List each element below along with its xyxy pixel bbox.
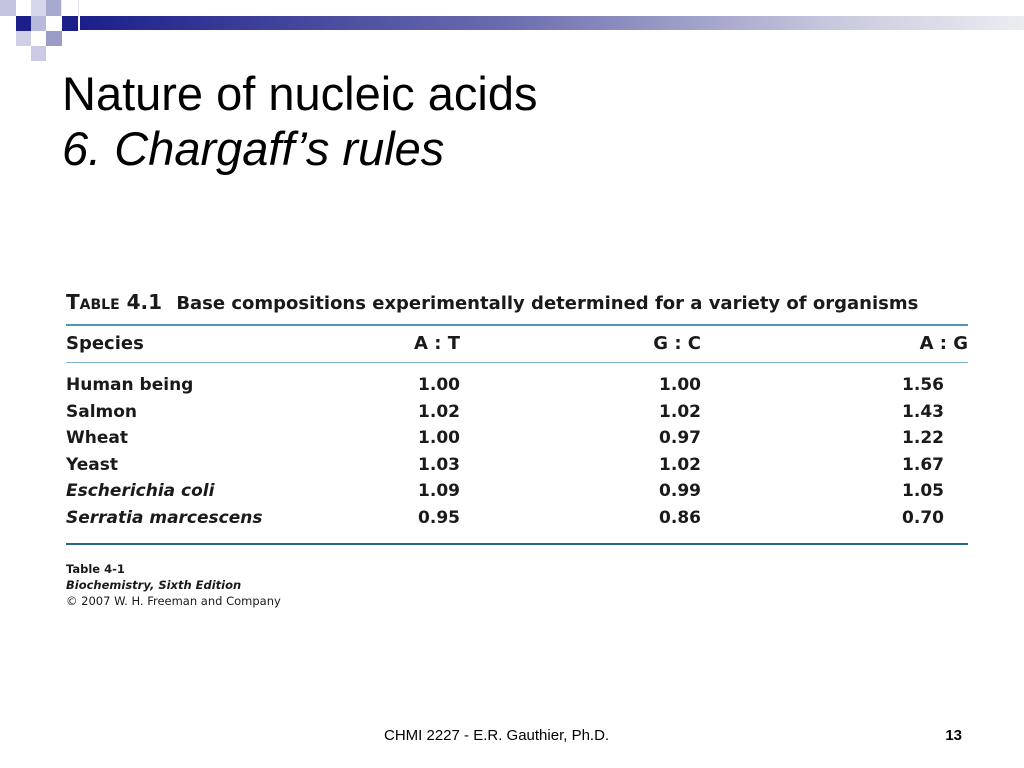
- deco-square: [62, 16, 78, 31]
- deco-square: [16, 16, 31, 31]
- table-label: Table 4.1: [66, 290, 163, 314]
- table-source: [66, 561, 968, 609]
- table-caption: [66, 288, 968, 316]
- a-t-cell: 1.02: [418, 401, 460, 422]
- table-body: [66, 363, 968, 531]
- g-c-cell: 0.99: [659, 481, 701, 501]
- a-t-cell: 1.03: [418, 454, 460, 475]
- table-caption-text: Base compositions experimentally determined for a variety of organisms: [176, 293, 919, 314]
- a-t-cell: 1.00: [418, 428, 460, 448]
- table-row: [66, 425, 968, 452]
- header-a-t: A : T: [414, 333, 460, 354]
- header-a-g: A : G: [919, 333, 968, 354]
- title-line: Nature of nucleic acids: [62, 67, 538, 120]
- species-cell: Wheat: [66, 428, 128, 448]
- deco-square: [46, 0, 62, 16]
- a-g-cell: 1.67: [902, 454, 944, 475]
- a-g-cell: 0.70: [902, 507, 944, 528]
- g-c-cell: 1.02: [659, 454, 701, 475]
- deco-square: [31, 0, 46, 16]
- a-g-cell: 1.56: [902, 375, 944, 395]
- header-species: Species: [66, 333, 144, 354]
- table-row: [66, 478, 968, 505]
- a-t-cell: 0.95: [418, 507, 460, 528]
- deco-square: [0, 0, 16, 16]
- deco-square: [31, 16, 46, 31]
- subtitle-line: 6. Chargaff’s rules: [62, 122, 445, 175]
- table-row: [66, 505, 968, 532]
- species-cell: Serratia marcescens: [66, 507, 263, 528]
- header-g-c: G : C: [653, 333, 701, 354]
- a-t-cell: 1.09: [418, 481, 460, 501]
- a-g-cell: 1.43: [902, 401, 944, 422]
- species-cell: Escherichia coli: [66, 481, 215, 501]
- a-g-cell: 1.22: [902, 428, 944, 448]
- deco-square: [62, 0, 78, 16]
- source-table-ref: Table 4-1: [66, 562, 125, 576]
- species-cell: Yeast: [66, 454, 118, 475]
- source-copyright: © 2007 W. H. Freeman and Company: [66, 594, 281, 608]
- table-header-row: [66, 326, 968, 362]
- g-c-cell: 1.02: [659, 401, 701, 422]
- deco-square: [46, 31, 62, 46]
- header-gradient-bar: [80, 16, 1024, 30]
- slide-number: 13: [945, 727, 962, 744]
- header-decoration: [0, 0, 1024, 70]
- a-g-cell: 1.05: [902, 481, 944, 501]
- a-t-cell: 1.00: [418, 375, 460, 395]
- slide-title: [62, 66, 537, 176]
- table-row: [66, 399, 968, 426]
- g-c-cell: 1.00: [659, 375, 701, 395]
- g-c-cell: 0.86: [659, 507, 701, 528]
- base-composition-table: [66, 288, 968, 609]
- table-bottom-rule: [66, 543, 968, 545]
- table-row: [66, 452, 968, 479]
- source-book-title: Biochemistry, Sixth Edition: [66, 578, 242, 592]
- slide-footer: CHMI 2227 - E.R. Gauthier, Ph.D.: [384, 727, 610, 744]
- deco-square: [16, 31, 31, 46]
- species-cell: Salmon: [66, 401, 138, 422]
- g-c-cell: 0.97: [659, 428, 701, 448]
- table-row: [66, 372, 968, 399]
- species-cell: Human being: [66, 375, 194, 395]
- deco-square: [31, 46, 46, 61]
